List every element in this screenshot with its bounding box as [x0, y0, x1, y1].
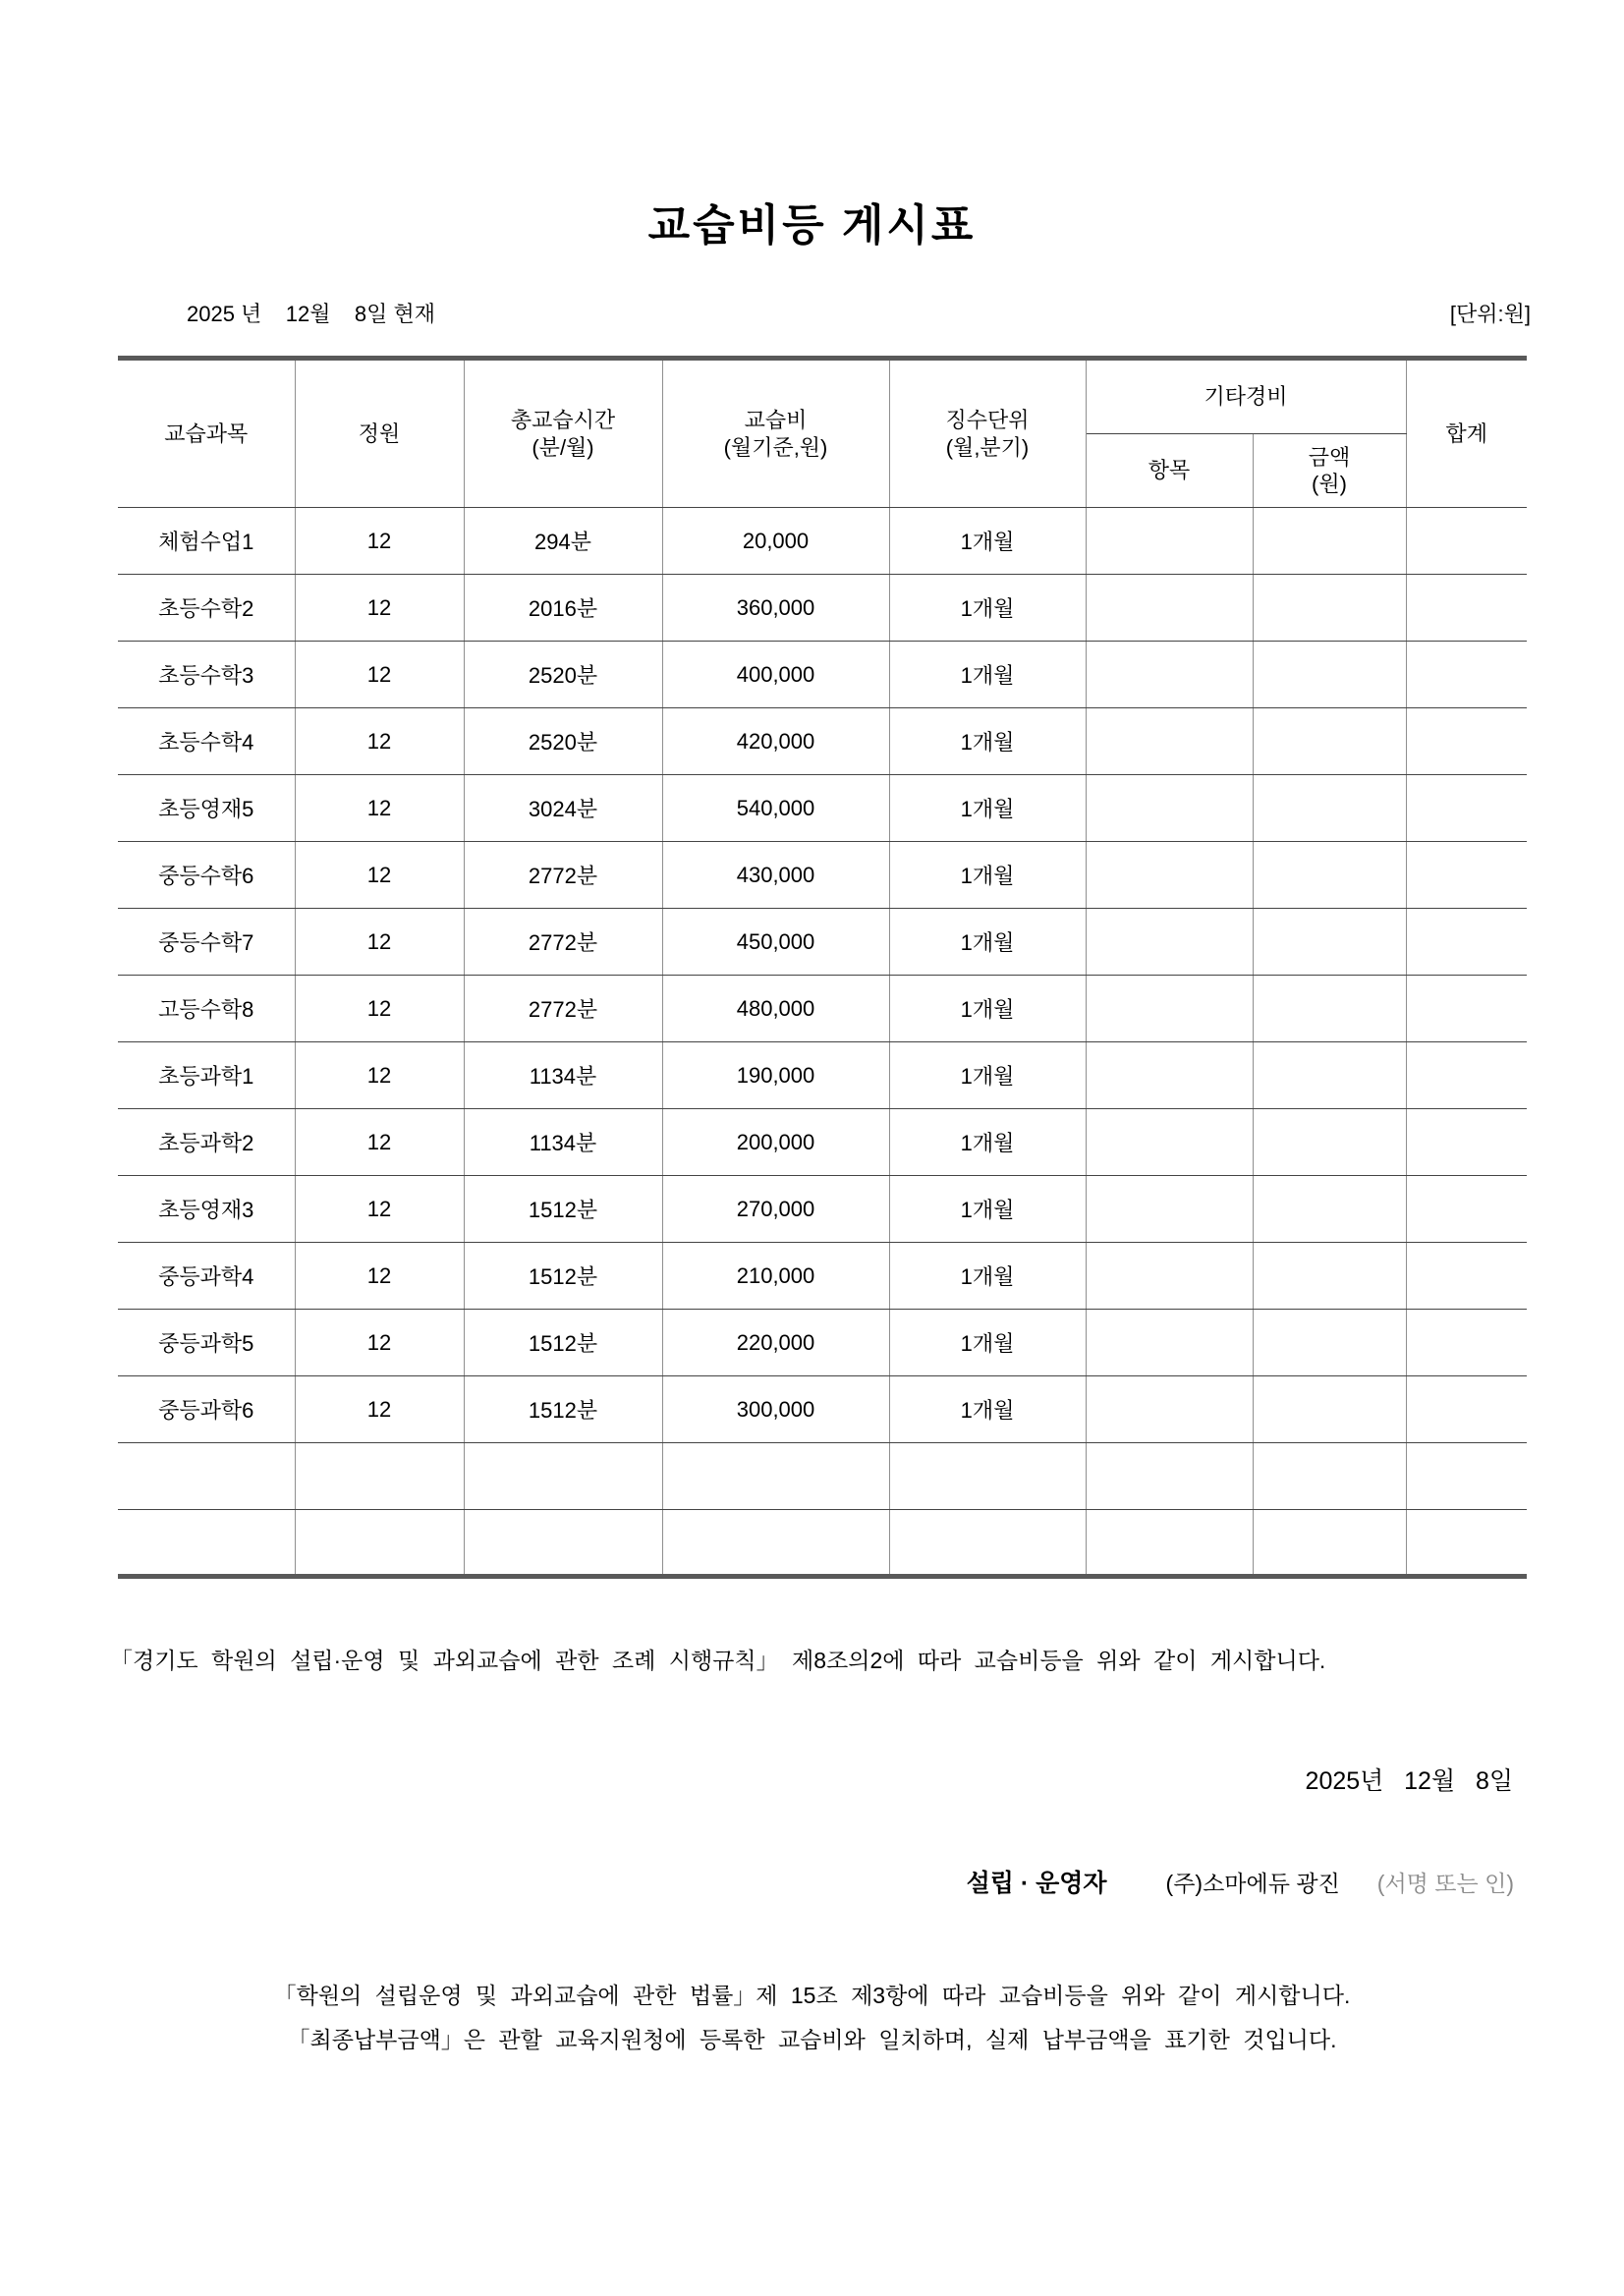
- cell-capacity: 12: [295, 976, 464, 1042]
- cell-subject: [118, 1510, 295, 1577]
- table-row: [118, 1042, 1527, 1109]
- cell-item: [1086, 1176, 1253, 1243]
- col-header-capacity-label: 정원: [358, 420, 401, 446]
- cell-minutes: 2772분: [464, 976, 662, 1042]
- cell-amount: [1253, 1109, 1406, 1176]
- cell-amount: [1253, 1376, 1406, 1443]
- cell-total: [1406, 775, 1527, 842]
- table-row: [118, 1176, 1527, 1243]
- cell-minutes: [464, 1510, 662, 1577]
- table-row: [118, 842, 1527, 909]
- cell-amount: [1253, 1510, 1406, 1577]
- cell-amount: [1253, 1243, 1406, 1310]
- table-row: [118, 1443, 1527, 1510]
- cell-subject: 초등수학2: [118, 575, 295, 642]
- cell-capacity: 12: [295, 1042, 464, 1109]
- cell-amount: [1253, 575, 1406, 642]
- cell-unit: 1개월: [889, 575, 1086, 642]
- cell-fee: 540,000: [662, 775, 889, 842]
- cell-fee: 270,000: [662, 1176, 889, 1243]
- col-header-fee-line2: (월기준,원): [723, 434, 828, 460]
- cell-subject: 중등과학4: [118, 1243, 295, 1310]
- col-header-collect-unit: [889, 359, 1086, 508]
- cell-total: [1406, 976, 1527, 1042]
- col-header-fee-line1: 교습비: [744, 408, 808, 432]
- cell-total: [1406, 1310, 1527, 1376]
- cell-total: [1406, 1109, 1527, 1176]
- signer-label: 설립 · 운영자: [966, 1870, 1107, 1897]
- cell-amount: [1253, 909, 1406, 976]
- cell-total: [1406, 1443, 1527, 1510]
- table-row: [118, 642, 1527, 708]
- cell-amount: [1253, 1176, 1406, 1243]
- signer-name: (주)소마에듀 광진: [1165, 1871, 1340, 1896]
- cell-item: [1086, 1310, 1253, 1376]
- cell-capacity: 12: [295, 1310, 464, 1376]
- as-of-date: 2025 년 12월 8일 현재: [187, 302, 436, 326]
- cell-item: [1086, 1376, 1253, 1443]
- cell-fee: 190,000: [662, 1042, 889, 1109]
- col-header-amount-line2: (원): [1312, 472, 1347, 496]
- cell-subject: 고등수학8: [118, 976, 295, 1042]
- cell-unit: 1개월: [889, 976, 1086, 1042]
- cell-item: [1086, 1042, 1253, 1109]
- table-row: [118, 508, 1527, 575]
- col-header-item: [1086, 434, 1253, 508]
- cell-fee: 450,000: [662, 909, 889, 976]
- cell-fee: 300,000: [662, 1376, 889, 1443]
- unit-label: [단위:원]: [1449, 302, 1531, 326]
- tuition-fee-table: [118, 356, 1527, 1579]
- cell-item: [1086, 976, 1253, 1042]
- cell-unit: 1개월: [889, 1376, 1086, 1443]
- cell-subject: 체험수업1: [118, 508, 295, 575]
- cell-item: [1086, 842, 1253, 909]
- cell-capacity: 12: [295, 642, 464, 708]
- cell-item: [1086, 775, 1253, 842]
- notice-law: 「학원의 설립운영 및 과외교습에 관한 법률」제 15조 제3항에 따라 교습비등을 위와 같이 게시합니다.: [273, 1983, 1351, 2008]
- cell-amount: [1253, 708, 1406, 775]
- cell-item: [1086, 708, 1253, 775]
- cell-fee: 420,000: [662, 708, 889, 775]
- notice-final-payment: 「최종납부금액」은 관할 교육지원청에 등록한 교습비와 일치하며, 실제 납부금액을 표기한 것입니다.: [287, 2027, 1337, 2052]
- cell-unit: 1개월: [889, 1176, 1086, 1243]
- cell-minutes: 294분: [464, 508, 662, 575]
- signer-seal-note: (서명 또는 인): [1376, 1871, 1514, 1896]
- col-header-collect-unit-line2: (월,분기): [945, 434, 1030, 460]
- signer-row: [967, 1864, 1514, 1899]
- cell-minutes: 2016분: [464, 575, 662, 642]
- col-header-total: [1406, 359, 1527, 508]
- table-row: [118, 1109, 1527, 1176]
- cell-fee: 200,000: [662, 1109, 889, 1176]
- cell-capacity: 12: [295, 1243, 464, 1310]
- col-header-total-time-line1: 총교습시간: [510, 408, 616, 432]
- col-header-total-time: [464, 359, 662, 508]
- cell-amount: [1253, 842, 1406, 909]
- cell-unit: 1개월: [889, 842, 1086, 909]
- cell-total: [1406, 508, 1527, 575]
- cell-fee: 430,000: [662, 842, 889, 909]
- cell-unit: 1개월: [889, 909, 1086, 976]
- cell-total: [1406, 909, 1527, 976]
- notice-regulation: 「경기도 학원의 설립·운영 및 과외교습에 관한 조례 시행규칙」 제8조의2에 따라 교습비등을 위와 같이 게시합니다.: [110, 1648, 1326, 1673]
- cell-capacity: 12: [295, 508, 464, 575]
- cell-subject: 초등과학2: [118, 1109, 295, 1176]
- cell-amount: [1253, 1443, 1406, 1510]
- col-header-item-label: 항목: [1148, 458, 1191, 483]
- cell-item: [1086, 575, 1253, 642]
- cell-total: [1406, 1243, 1527, 1310]
- cell-amount: [1253, 1042, 1406, 1109]
- cell-unit: [889, 1510, 1086, 1577]
- cell-fee: 220,000: [662, 1310, 889, 1376]
- cell-subject: 초등영재5: [118, 775, 295, 842]
- cell-fee: 480,000: [662, 976, 889, 1042]
- cell-total: [1406, 708, 1527, 775]
- cell-fee: 400,000: [662, 642, 889, 708]
- cell-capacity: 12: [295, 842, 464, 909]
- col-header-collect-unit-line1: 징수단위: [945, 408, 1030, 432]
- cell-capacity: [295, 1510, 464, 1577]
- cell-unit: 1개월: [889, 1310, 1086, 1376]
- col-header-total-time-line2: (분/월): [532, 434, 594, 460]
- cell-minutes: 2772분: [464, 842, 662, 909]
- col-header-amount: [1253, 434, 1406, 508]
- cell-subject: [118, 1443, 295, 1510]
- cell-item: [1086, 1510, 1253, 1577]
- signature-date: 2025년 12월 8일: [1305, 1767, 1513, 1795]
- cell-capacity: 12: [295, 1109, 464, 1176]
- cell-capacity: 12: [295, 775, 464, 842]
- cell-item: [1086, 1443, 1253, 1510]
- cell-item: [1086, 909, 1253, 976]
- cell-total: [1406, 1376, 1527, 1443]
- cell-unit: 1개월: [889, 708, 1086, 775]
- cell-unit: 1개월: [889, 775, 1086, 842]
- cell-unit: 1개월: [889, 1243, 1086, 1310]
- col-header-other-expenses: [1086, 359, 1406, 434]
- col-header-subject-label: 교습과목: [164, 420, 249, 446]
- cell-unit: 1개월: [889, 642, 1086, 708]
- cell-unit: 1개월: [889, 508, 1086, 575]
- cell-subject: 중등과학6: [118, 1376, 295, 1443]
- cell-total: [1406, 842, 1527, 909]
- table-row: [118, 1376, 1527, 1443]
- cell-total: [1406, 1176, 1527, 1243]
- cell-fee: 360,000: [662, 575, 889, 642]
- cell-minutes: 1512분: [464, 1176, 662, 1243]
- cell-amount: [1253, 976, 1406, 1042]
- table-header: [118, 359, 1527, 508]
- cell-capacity: [295, 1443, 464, 1510]
- col-header-subject: [118, 359, 295, 508]
- cell-unit: 1개월: [889, 1042, 1086, 1109]
- cell-subject: 중등수학6: [118, 842, 295, 909]
- cell-minutes: 1512분: [464, 1243, 662, 1310]
- table-row: [118, 575, 1527, 642]
- table-row: [118, 909, 1527, 976]
- col-header-fee: [662, 359, 889, 508]
- table-row: [118, 1243, 1527, 1310]
- cell-minutes: 1512분: [464, 1376, 662, 1443]
- cell-minutes: 2520분: [464, 642, 662, 708]
- cell-item: [1086, 1109, 1253, 1176]
- col-header-capacity: [295, 359, 464, 508]
- cell-capacity: 12: [295, 1176, 464, 1243]
- col-header-total-label: 합계: [1445, 420, 1488, 446]
- cell-unit: [889, 1443, 1086, 1510]
- cell-capacity: 12: [295, 708, 464, 775]
- col-header-amount-line1: 금액: [1308, 444, 1351, 470]
- cell-fee: 210,000: [662, 1243, 889, 1310]
- cell-total: [1406, 1042, 1527, 1109]
- cell-item: [1086, 642, 1253, 708]
- cell-amount: [1253, 1310, 1406, 1376]
- cell-minutes: 1134분: [464, 1109, 662, 1176]
- cell-amount: [1253, 775, 1406, 842]
- table-row: [118, 708, 1527, 775]
- cell-minutes: 1512분: [464, 1310, 662, 1376]
- cell-subject: 초등수학3: [118, 642, 295, 708]
- cell-item: [1086, 1243, 1253, 1310]
- cell-fee: 20,000: [662, 508, 889, 575]
- cell-amount: [1253, 642, 1406, 708]
- cell-capacity: 12: [295, 575, 464, 642]
- cell-unit: 1개월: [889, 1109, 1086, 1176]
- table-row: [118, 976, 1527, 1042]
- table-row: [118, 1310, 1527, 1376]
- cell-capacity: 12: [295, 1376, 464, 1443]
- cell-subject: 초등과학1: [118, 1042, 295, 1109]
- cell-fee: [662, 1510, 889, 1577]
- cell-minutes: 3024분: [464, 775, 662, 842]
- cell-minutes: 2772분: [464, 909, 662, 976]
- table-row: [118, 775, 1527, 842]
- cell-capacity: 12: [295, 909, 464, 976]
- cell-total: [1406, 642, 1527, 708]
- cell-total: [1406, 1510, 1527, 1577]
- cell-subject: 초등수학4: [118, 708, 295, 775]
- cell-minutes: 1134분: [464, 1042, 662, 1109]
- cell-amount: [1253, 508, 1406, 575]
- cell-minutes: 2520분: [464, 708, 662, 775]
- cell-minutes: [464, 1443, 662, 1510]
- cell-item: [1086, 508, 1253, 575]
- cell-subject: 중등수학7: [118, 909, 295, 976]
- cell-total: [1406, 575, 1527, 642]
- col-header-other-expenses-label: 기타경비: [1204, 384, 1288, 410]
- fee-table-body: [118, 508, 1527, 1577]
- cell-fee: [662, 1443, 889, 1510]
- cell-subject: 초등영재3: [118, 1176, 295, 1243]
- cell-subject: 중등과학5: [118, 1310, 295, 1376]
- page-title: 교습비등 게시표: [647, 201, 977, 250]
- table-row: [118, 1510, 1527, 1577]
